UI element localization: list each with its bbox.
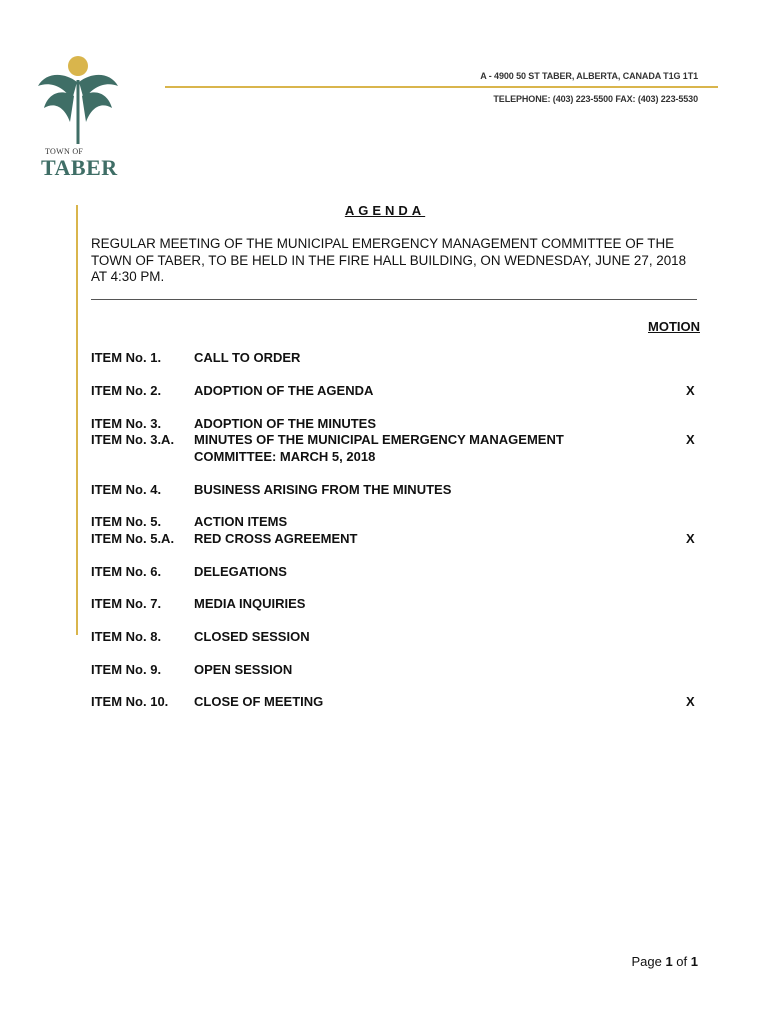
item-title: CALL TO ORDER [194,350,301,365]
item-number: ITEM No. 4. [91,482,162,497]
side-rule [76,205,78,635]
item-number: ITEM No. 8. [91,629,162,644]
item-number: ITEM No. 10. [91,694,169,709]
item-title: MINUTES OF THE MUNICIPAL EMERGENCY MANAGEMENT [194,432,564,447]
item-title: CLOSED SESSION [194,629,310,644]
meeting-description: REGULAR MEETING OF THE MUNICIPAL EMERGENCY MANAGEMENT COMMITTEE OF THE TOWN OF TABER, TO BE HELD IN THE FIRE HALL BUILDING, ON WEDNESDAY, JUNE 27, 2018 AT 4:30 PM. [91,236,687,284]
item-number: ITEM No. 5. [91,514,162,529]
item-title: RED CROSS AGREEMENT [194,531,358,546]
item-number: ITEM No. 9. [91,662,162,677]
item-number: ITEM No. 7. [91,596,162,611]
page-prefix: Page [631,954,666,969]
page-number [631,954,698,969]
header-rule [165,86,718,88]
motion-column-header: MOTION [648,319,700,334]
page-total: 1 [690,954,698,969]
header-address: A - 4900 50 ST TABER, ALBERTA, CANADA T1G 1T1 [480,71,698,81]
logo-town-of: TOWN OF [45,147,84,156]
item-number: ITEM No. 5.A. [91,531,175,546]
item-motion-mark: X [686,432,695,447]
item-title: OPEN SESSION [194,662,293,677]
item-title: ADOPTION OF THE MINUTES [194,416,376,431]
item-title: ADOPTION OF THE AGENDA [194,383,374,398]
item-number: ITEM No. 3. [91,416,162,431]
item-title: DELEGATIONS [194,564,287,579]
item-title: ACTION ITEMS [194,514,288,529]
item-motion-mark: X [686,531,695,546]
item-title: MEDIA INQUIRIES [194,596,306,611]
item-number: ITEM No. 3.A. [91,432,175,447]
item-motion-mark: X [686,383,695,398]
logo-taber: TABER [41,155,118,180]
divider [91,299,697,300]
item-motion-mark: X [686,694,695,709]
logo-emblem-icon [30,52,126,152]
page-of: of [672,954,691,969]
item-title: COMMITTEE: MARCH 5, 2018 [194,449,376,464]
item-number: ITEM No. 6. [91,564,162,579]
item-number: ITEM No. 1. [91,350,162,365]
agenda-title: AGENDA [344,203,426,218]
item-title: BUSINESS ARISING FROM THE MINUTES [194,482,452,497]
page-current: 1 [665,954,673,969]
item-number: ITEM No. 2. [91,383,162,398]
item-title: CLOSE OF MEETING [194,694,324,709]
header-contact: TELEPHONE: (403) 223-5500 FAX: (403) 223-5530 [493,94,698,104]
